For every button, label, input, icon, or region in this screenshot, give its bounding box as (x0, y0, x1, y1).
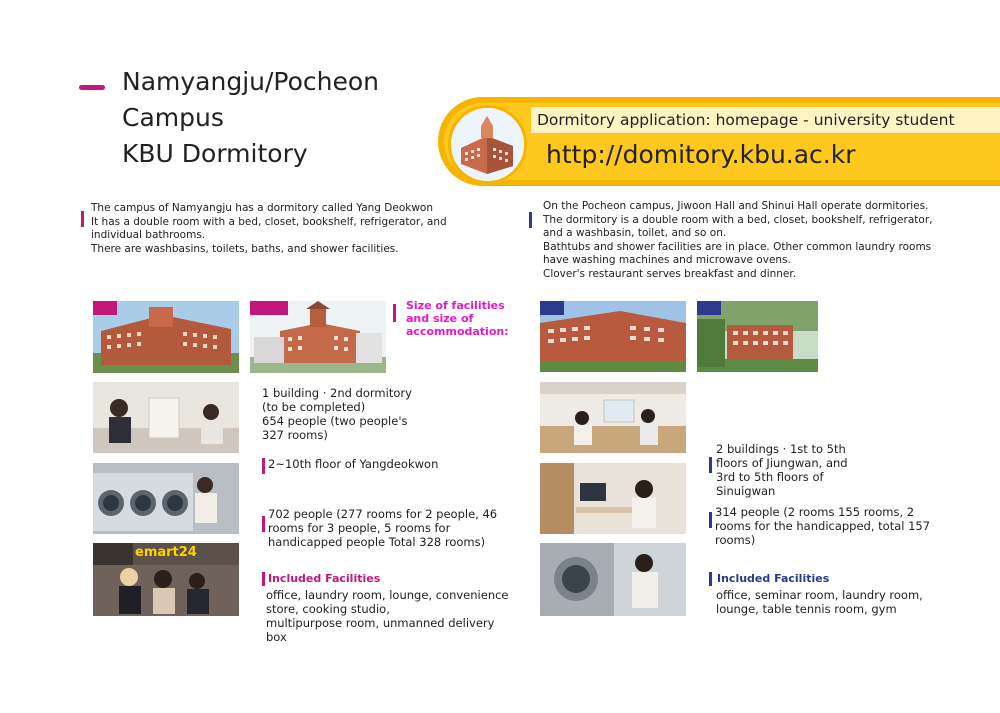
left-capacity-line: 702 people (277 rooms for 2 people, 46 (268, 507, 498, 521)
left-facilities-heading: Included Facilities (268, 572, 381, 585)
right-intro-line: Bathtubs and shower facilities are in place. Other common laundry rooms (543, 240, 932, 253)
left-facilities-bar (262, 572, 265, 586)
right-facilities-heading: Included Facilities (717, 572, 830, 585)
title-accent-dash (79, 85, 105, 90)
right-intro-line: The dormitory is a double room with a bed, closet, bookshelf, refrigerator, (543, 213, 933, 226)
left-intro-line: There are washbasins, toilets, baths, and shower facilities. (91, 242, 399, 255)
room-students-photo (93, 382, 239, 453)
left-intro-line: It has a double room with a bed, closet, bookshelf, refrigerator, and (91, 215, 447, 228)
laundry-room-photo (93, 463, 239, 534)
right-building-line: 3rd to 5th floors of (716, 470, 824, 484)
size-heading-line: and size of (406, 312, 474, 325)
size-heading-line: Size of facilities (406, 299, 505, 312)
emart24-sign: emart24 (135, 545, 197, 560)
left-building-info (262, 386, 412, 442)
left-building-line: 1 building · 2nd dormitory (262, 386, 412, 400)
dormitory-url[interactable]: http://domitory.kbu.ac.kr (546, 140, 856, 169)
right-intro-line: Clover's restaurant serves breakfast and dinner. (543, 267, 797, 280)
photo-tag (697, 301, 721, 315)
right-intro-line: On the Pocheon campus, Jiwoon Hall and Shinui Hall operate dormitories. (543, 200, 929, 212)
right-capacity-bar (709, 512, 712, 528)
left-intro-line: individual bathrooms. (91, 229, 206, 242)
size-heading (406, 299, 509, 338)
right-intro-line: and a washbasin, toilet, and so on. (543, 227, 727, 240)
left-facility-line: box (266, 630, 287, 644)
right-building-bar (709, 457, 712, 473)
left-intro (91, 202, 447, 256)
right-intro-bar (529, 212, 532, 228)
banner-inner (444, 103, 1000, 180)
title-line-2: Campus (122, 103, 224, 132)
right-building-line: Sinuigwan (716, 484, 776, 498)
left-building-line: 654 people (two people's (262, 414, 408, 428)
left-capacity (268, 507, 497, 549)
size-heading-bar (393, 304, 396, 322)
right-capacity-line: rooms for the handicapped, total 157 (715, 519, 931, 533)
right-facility-line: lounge, table tennis room, gym (716, 602, 897, 616)
desk-study-photo (540, 463, 686, 534)
photo-tag (250, 301, 288, 315)
right-building-line: floors of Jiungwan, and (716, 456, 848, 470)
left-facilities (266, 588, 509, 644)
right-intro-line: have washing machines and microwave ovens. (543, 254, 791, 267)
left-capacity-bar (262, 516, 265, 532)
left-building-line: (to be completed) (262, 400, 366, 414)
left-intro-bar (81, 211, 84, 227)
photo-tag (93, 301, 117, 315)
right-intro (543, 200, 932, 282)
right-facilities-bar (709, 572, 712, 586)
right-capacity-line: 314 people (2 rooms 155 rooms, 2 (715, 505, 915, 519)
convenience-store-photo (93, 543, 239, 616)
left-capacity-line: handicapped people Total 328 rooms) (268, 535, 486, 549)
right-facility-line: office, seminar room, laundry room, (716, 588, 923, 602)
application-info: Dormitory application: homepage - university student (531, 107, 1000, 133)
left-intro-line: The campus of Namyangju has a dormitory called Yang Deokwon (91, 202, 434, 214)
right-capacity-line: rooms) (715, 533, 756, 547)
floor-info-bar (262, 458, 265, 474)
left-capacity-line: rooms for 3 people, 5 rooms for (268, 521, 451, 535)
right-building-info (716, 442, 848, 498)
photo-tag (540, 301, 564, 315)
application-banner (438, 97, 1000, 186)
right-capacity (715, 505, 930, 547)
left-building-line: 327 rooms) (262, 428, 328, 442)
left-facility-line: office, laundry room, lounge, convenience (266, 588, 509, 602)
dormitory-building-icon (448, 105, 527, 184)
left-facility-line: multipurpose room, unmanned delivery (266, 616, 495, 630)
page-title (122, 64, 379, 172)
size-heading-line: accommodation: (406, 325, 509, 338)
title-line-3: KBU Dormitory (122, 139, 308, 168)
right-facilities (716, 588, 923, 616)
left-floor-info: 2~10th floor of Yangdeokwon (268, 457, 439, 471)
washing-machine-photo (540, 543, 686, 616)
study-room-photo (540, 382, 686, 453)
right-building-line: 2 buildings · 1st to 5th (716, 442, 846, 456)
left-facility-line: store, cooking studio, (266, 602, 390, 616)
title-line-1: Namyangju/Pocheon (122, 67, 380, 96)
